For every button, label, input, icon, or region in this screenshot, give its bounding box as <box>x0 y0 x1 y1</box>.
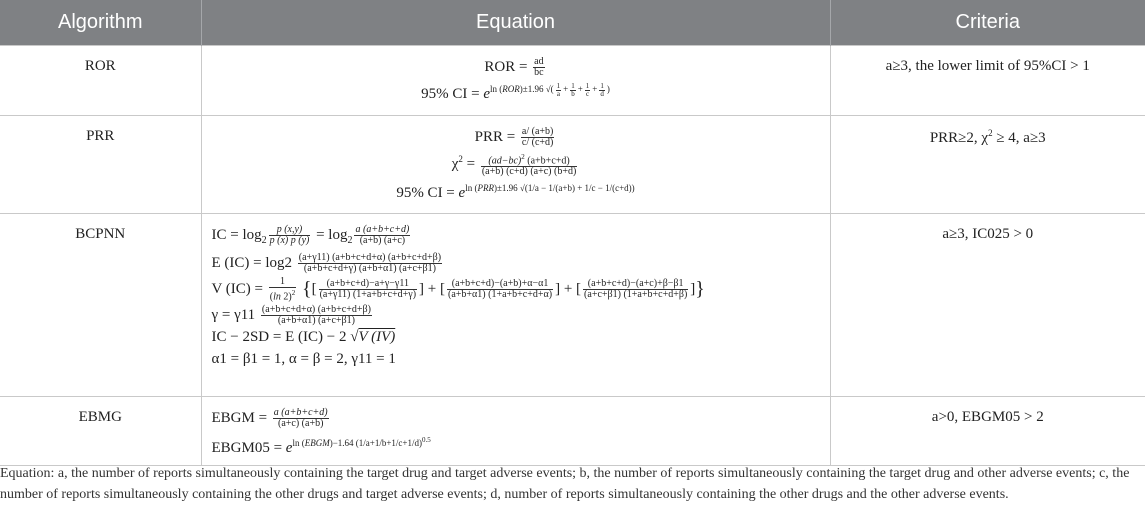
table-footnote: Equation: a, the number of reports simultaneously containing the target drug and target adverse events; b, the number of reports simultaneously containing the target drug and other adverse events; c, the number of reports simultaneously containing the other drugs and target adverse events; d, number of reports simultaneously containing the other drugs and the other adverse events. <box>0 466 1130 502</box>
header-criteria: Criteria <box>830 0 1145 46</box>
equation-line: α1 = β1 = 1, α = β = 2, γ11 = 1 <box>211 351 396 368</box>
equation-line: EBGM05 = $e^{ln (EBGM)-1.64 (1/a+1/b+1/c+1/d)^{0.5}}$ <box>211 436 431 457</box>
equation-cell <box>201 214 830 397</box>
equation-line: ROR = $\frac{ad}{bc}$ <box>484 56 544 79</box>
header-algorithm: Algorithm <box>0 0 201 46</box>
algorithm-cell: PRR <box>0 116 201 214</box>
equation-line: V (IC) = $\frac{1}{(\ln 2)^2}$ {[ $\frac{(a+b+c+d)-a+\gamma-\gamma 11}{(a+\gamma 11) (1+a+b+c+d+\gamma)}$ ] + [ $\frac{(a+b+c+d)-(a+b)+\alpha-\alpha 1}{(a+b+\alpha 1) (1+a+b+c+d+\alpha)}$ ] + [ $\frac{(a+b+c+d)-(a+c)+\beta-\beta 1}{(a+c+\beta 1) (1+a+b+c+d+\beta)}$ ]} <box>211 275 705 303</box>
table-row <box>0 116 1145 214</box>
algorithm-cell: EBMG <box>0 397 201 466</box>
equation-line: E (IC) = log2 $\frac{(a+\gamma 11) (a+b+c+d+\alpha) (a+b+c+d+\beta)}{(a+b+c+d+\gamma) (a+b+\alpha 1) (a+c+\beta 1)}$ <box>211 252 442 275</box>
equation-line: IC = $\log_2$ $\frac{p (x,y)}{p (x) p (y)}$ = $\log_2$ $\frac{a (a+b+c+d)}{(a+b) (a+c)}$ <box>211 224 410 247</box>
criteria-cell: a>0, EBGM05 > 2 <box>830 397 1145 466</box>
algorithm-cell: ROR <box>0 46 201 116</box>
table-row <box>0 397 1145 466</box>
equation-cell <box>201 46 830 116</box>
header-equation: Equation <box>201 0 830 46</box>
table-row <box>0 46 1145 116</box>
equation-line: PRR = $\frac{a/ (a+b)}{c/ (c+d)}$ <box>474 126 554 149</box>
equation-line: IC − 2SD = E (IC) − 2 √V (IV) <box>211 329 396 346</box>
equation-cell <box>201 116 830 214</box>
equation-line: $\chi^2$ = $\frac{(ad-bc)^2 (a+b+c+d)}{(a+b) (c+d) (a+c) (b+d)}$ <box>451 152 577 178</box>
algorithm-cell: BCPNN <box>0 214 201 397</box>
criteria-cell: a≥3, the lower limit of 95%CI > 1 <box>830 46 1145 116</box>
criteria-cell: a≥3, IC025 > 0 <box>830 214 1145 397</box>
criteria-cell: PRR≥2, $\chi^2 \ge 4$, a≥3 <box>830 116 1145 214</box>
equation-line: 95% CI = $e^{ln (PRR)\pm 1.96 √(1/a - 1/(a+b) + 1/c - 1/(c+d))}$ <box>396 183 635 202</box>
header-row <box>0 0 1145 46</box>
equation-line: EBGM = $\frac{a (a+b+c+d)}{(a+c) (a+b)}$ <box>211 407 328 430</box>
equation-line: γ = γ11 $\frac{(a+b+c+d+\alpha) (a+b+c+d+\beta)}{(a+b+\alpha 1) (a+c+\beta 1)}$ <box>211 304 371 327</box>
table-row <box>0 214 1145 397</box>
equation-line: 95% CI = $e^{ln (ROR)\pm 1.96 √( \frac{1}{a} + \frac{1}{b} + \frac{1}{c} + \frac{1}{d} )}$ <box>421 81 610 103</box>
equation-cell <box>201 397 830 466</box>
